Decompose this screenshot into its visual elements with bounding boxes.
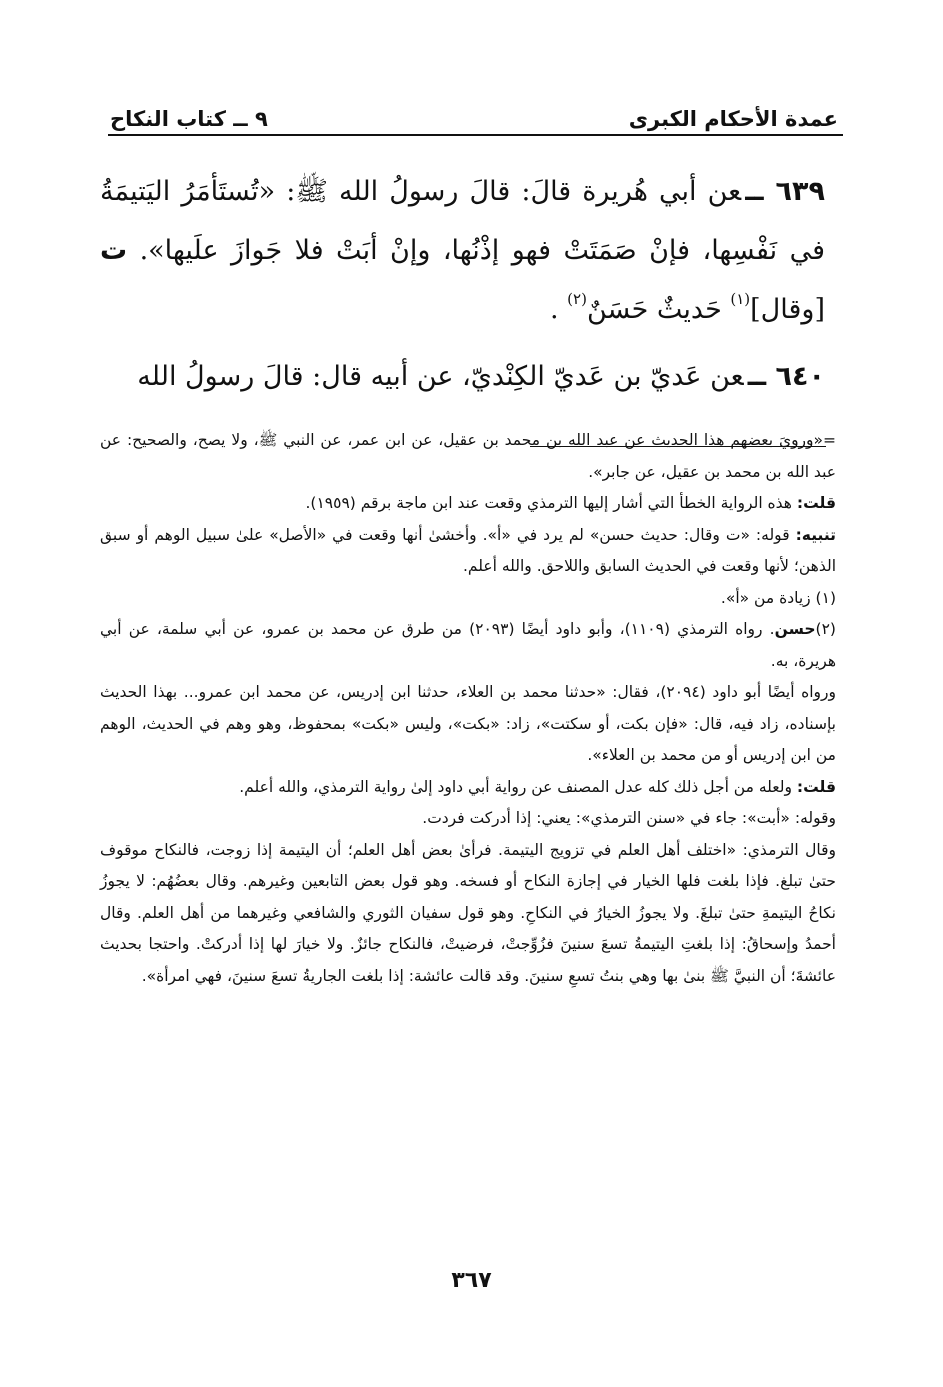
hadith-line: [وقال] — [750, 294, 825, 325]
hadith-640 — [100, 347, 825, 406]
footnote-ref: (١) — [730, 290, 751, 308]
footnote-paragraph — [100, 425, 836, 488]
hadith-line: . — [549, 294, 559, 325]
footnotes — [100, 425, 836, 992]
footnote-text: وقوله: «أبت»: جاء في «سنن الترمذي»: يعني: إذا أدركت فردت. — [422, 809, 836, 827]
hadith-number: ٦٣٩ ــ — [745, 176, 825, 207]
footnote-paragraph — [100, 835, 836, 993]
note-label: قلت: — [796, 777, 836, 796]
footnote-text: =«ورويَ بعضهم هذا الحديث عن عبد الله بن محمد بن عقيل، عن ابن عمر، عن النبي ﷺ، ولا يصح، والصحيح: عن عبد الله بن محمد بن عقيل، عن جابر». — [100, 431, 836, 481]
hadith-line: حَديثٌ حَسَنٌ — [586, 294, 722, 325]
chapter-title: ٩ ــ كتاب النكاح — [110, 107, 268, 131]
hadith-639 — [100, 162, 825, 339]
running-header — [110, 96, 838, 130]
footnote-text: (١) زيادة من «أ». — [720, 588, 836, 607]
footnote-text: هذه الرواية الخطأ التي أشار إليها الترمذي وقعت عند ابن ماجة برقم (١٩٥٩). — [305, 494, 797, 512]
footnote-text: . رواه الترمذي (١١٠٩)، وأبو داود أيضًا (٢٠٩٣) من طرق عن محمد بن عمرو، عن أبي سلمة، عن أبي هريرة، به. — [100, 620, 836, 670]
footnote-number: (٢) — [815, 620, 836, 638]
note-label: تنبيه: — [795, 525, 836, 544]
main-text — [100, 162, 825, 406]
page-number: ٣٦٧ — [451, 1268, 492, 1293]
hadith-line: عن أبي هُريرة قالَ: قالَ رسولُ الله ﷺ: «تُستَأمَرُ اليَتيمَةُ في — [100, 176, 825, 266]
footnote-text: وقال الترمذي: «اختلف أهل العلم في تزويج اليتيمة. فرأىٰ بعض أهل العلم؛ أن اليتيمة إذا زوجت، فالنكاح موقوف حتىٰ تبلغ. فإذا بلغت فلها الخيار في إجازة النكاح أو فسخه. وهو قول بعض التابعين وغيرهم. وقال بعضُهُم: لا يجوزُ نكاحُ اليتيمةِ حتىٰ تبلغَ. ولا يجوزُ الخيارُ في النكاحِ. وهو قول سفيان الثوري والشافعي وغيرهما من أهل العلم. وقال أحمدُ وإسحاقُ: إذا بلغتِ اليتيمةُ تسعَ سنينَ فزُوِّجتْ، فرضيتْ، فالنكاح جائزٌ. ولا خيارَ لها إذا أدركتْ. واحتجا بحديث عائشةَ؛ أن النبيَّ ﷺ بنىٰ بها وهي بنتُ تسعِ سنينَ. وقد قالت عائشة: إذا بلغت الجاريةُ تسعَ سنينَ، فهي امرأة». — [100, 840, 836, 985]
footnote-text: ولعله من أجل ذلك كله عدل المصنف عن رواية أبي داود إلىٰ رواية الترمذي، والله أعلم. — [239, 777, 797, 796]
footnote-paragraph — [100, 772, 836, 804]
header-divider — [108, 134, 843, 136]
hadith-line: عن عَديّ بن عَديّ الكِنْديّ، عن أبيه قال: قالَ رسولُ الله — [137, 361, 744, 392]
hadith-number: ٦٤٠ ــ — [747, 361, 825, 392]
book-title: عمدة الأحكام الكبرى — [628, 107, 838, 131]
footnote-2 — [100, 614, 836, 677]
footnote-text: ورواه أيضًا أبو داود (٢٠٩٤)، فقال: «حدثنا محمد بن العلاء، حدثنا ابن إدريس، عن محمد ابن عمرو... بهذا الحديث بإسناده، زاد فيه، قال: «فإن بكت، أو سكتت»، زاد: «بكت»، وليس «بكت» بمحفوظ، وهو وهم في الحديث، الوهم من ابن إدريس أو من محمد بن العلاء». — [100, 683, 837, 764]
footnote-paragraph — [100, 677, 836, 772]
grading-label: حسن — [774, 620, 816, 638]
footnote-paragraph — [100, 803, 836, 835]
note-label: قلت: — [796, 494, 836, 512]
footnote-paragraph — [100, 520, 836, 583]
footnote-text: قوله: «ت وقال: حديث حسن» لم يرد في «أ». وأخشىٰ أنها وقعت في «الأصل» علىٰ سبيل الوهم أو سبق الذهن؛ لأنها وقعت في الحديث السابق واللاحق. والله أعلم. — [100, 525, 836, 575]
footnote-1 — [100, 583, 836, 615]
footnote-paragraph — [100, 488, 836, 520]
footnote-ref: (٢) — [567, 290, 587, 308]
hadith-line: نَفْسِها، فإنْ صَمَتَتْ فهو إذْنُها، وإنْ أبَتْ فلا جَوازَ علَيها». — [127, 235, 778, 266]
tirmidhi-marker: ت — [100, 235, 128, 266]
